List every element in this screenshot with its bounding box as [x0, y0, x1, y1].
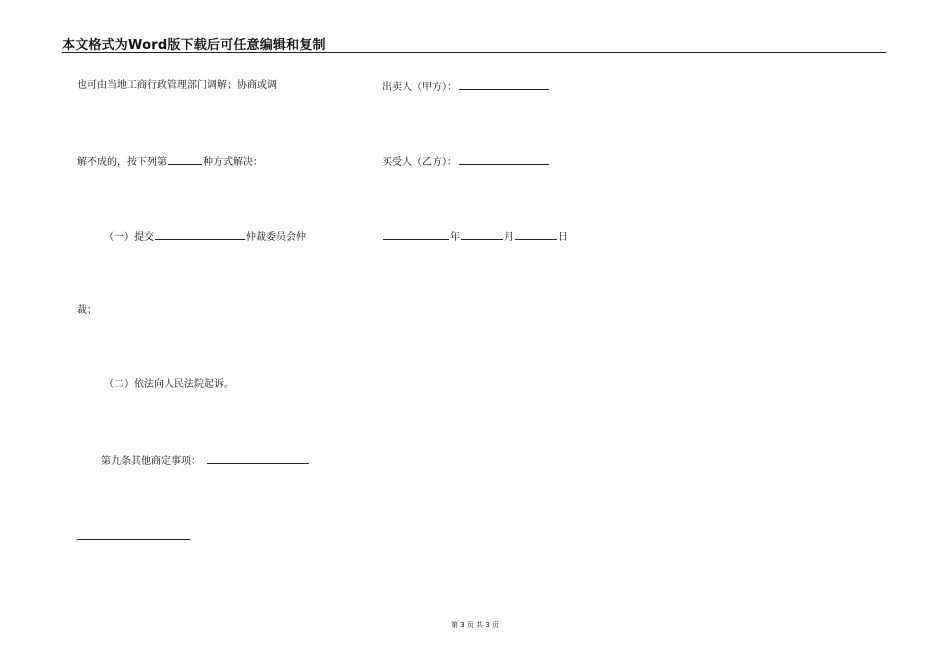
other-matters-blank[interactable] [207, 453, 309, 464]
day-blank[interactable] [515, 229, 557, 240]
option-two-line: （二）依法向人民法院起诉。 [104, 379, 234, 390]
buyer-label: 买受人（乙方）： [382, 157, 457, 168]
article-nine-label: 第九条其他商定事项： [101, 456, 201, 467]
document-header-title: 本文格式为Word版下载后可任意编辑和复制 [62, 38, 326, 53]
clause-text-line-2-start: 解不成的，按下列第 [77, 157, 167, 168]
month-label: 月 [504, 232, 514, 243]
seller-line [382, 79, 550, 95]
date-line [382, 229, 568, 245]
day-label: 日 [558, 232, 568, 243]
clause-text-line-2 [77, 154, 263, 170]
year-label: 年 [450, 232, 460, 243]
page-number-footer: 第 3 页 共 3 页 [450, 621, 500, 629]
method-number-blank[interactable] [168, 154, 202, 165]
header-divider [62, 52, 886, 53]
clause-text-line-2-end: 种方式解决： [203, 157, 263, 168]
seller-signature-blank[interactable] [459, 79, 549, 90]
option-one-line [104, 229, 306, 245]
other-matters-continuation-blank[interactable] [77, 539, 190, 540]
option-one-end: 仲裁委员会仲 [246, 232, 306, 243]
option-one-start: （一）提交 [104, 232, 154, 243]
buyer-line [382, 154, 550, 170]
clause-text-line-1: 也可由当地工商行政管理部门调解；协商或调 [77, 80, 277, 91]
buyer-signature-blank[interactable] [459, 154, 549, 165]
month-blank[interactable] [461, 229, 503, 240]
article-nine-line [101, 453, 310, 469]
arbitration-committee-blank[interactable] [155, 229, 245, 240]
clause-text-line-4: 裁； [77, 305, 97, 316]
year-blank[interactable] [383, 229, 449, 240]
seller-label: 出卖人（甲方）： [382, 82, 457, 93]
